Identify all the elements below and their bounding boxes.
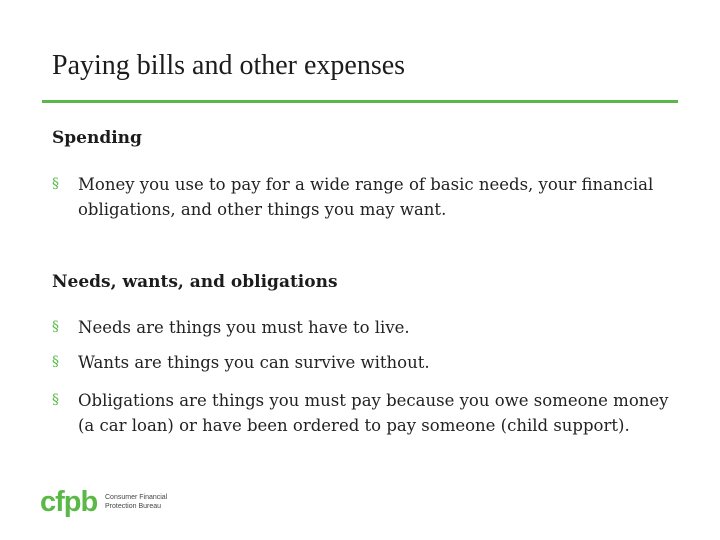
list-item	[52, 172, 682, 222]
bullet-text: Wants are things you can survive without.	[78, 353, 430, 372]
bullet-text: Needs are things you must have to live.	[78, 318, 410, 337]
logo-line-2: Protection Bureau	[105, 503, 162, 510]
list-item	[52, 388, 682, 438]
section-heading-spending: Spending	[52, 128, 142, 148]
bullet-marker-icon: §	[52, 392, 59, 408]
page-title: Paying bills and other expenses	[52, 50, 406, 81]
cfpb-logo-icon	[40, 484, 104, 520]
logo-wordmark: cfpb	[40, 486, 98, 518]
section-heading-needs-wants-obligations: Needs, wants, and obligations	[52, 272, 338, 292]
logo-line-1: Consumer Financial	[105, 494, 168, 501]
list-item	[52, 350, 682, 375]
bullet-marker-icon: §	[52, 319, 59, 335]
bullet-text: Obligations are things you must pay because you owe someone money (a car loan) or have been ordered to pay someone (child support).	[78, 391, 669, 435]
bullet-marker-icon: §	[52, 354, 59, 370]
title-divider	[42, 100, 678, 103]
bullet-text: Money you use to pay for a wide range of basic needs, your financial obligations, and other things you may want.	[78, 175, 654, 219]
cfpb-logo	[40, 484, 180, 520]
list-item	[52, 315, 682, 340]
bullet-marker-icon: §	[52, 176, 59, 192]
